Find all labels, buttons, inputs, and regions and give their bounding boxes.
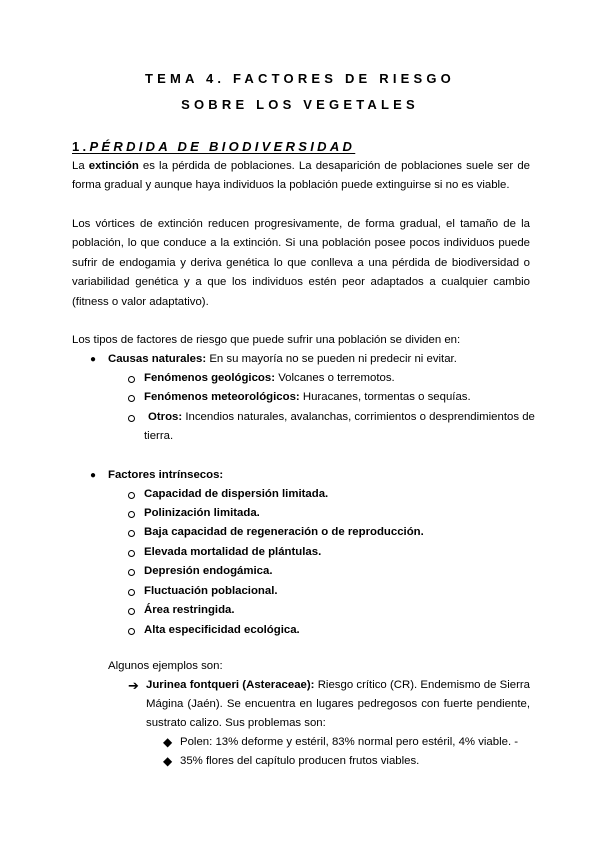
natural-subitem-continuation: tierra.	[144, 430, 174, 442]
paragraph-2-line-1: Los vórtices de extinción reducen progresivamente, de forma gradual, el tamaño de la	[72, 218, 530, 230]
document-title-line2: SOBRE LOS VEGETALES	[181, 97, 419, 112]
examples-intro: Algunos ejemplos son:	[108, 660, 223, 672]
intrinsic-item: Depresión endogámica.	[144, 565, 273, 577]
example-species-line-2: Mágina (Jaén). Se encuentra en lugares pedregosos con fuerte pendiente,	[146, 698, 530, 710]
paragraph-2-line-2: población, lo que conduce a la extinción. Si una población posee pocos individuos puede	[72, 237, 530, 249]
intrinsic-item: Baja capacidad de regeneración o de reproducción.	[144, 526, 424, 538]
natural-causes-label: Causas naturales:	[108, 353, 207, 365]
circle-bullet-icon	[128, 492, 135, 499]
intrinsic-item: Alta especificidad ecológica.	[144, 624, 300, 636]
section-heading	[72, 139, 355, 154]
bullet-dot-icon: ●	[90, 354, 97, 365]
problem-item: 35% flores del capítulo producen frutos viables.	[180, 755, 420, 767]
circle-bullet-icon	[128, 628, 135, 635]
circle-bullet-icon	[128, 550, 135, 557]
natural-causes-text: En su mayoría no se pueden ni predecir ni evitar.	[209, 353, 457, 365]
intrinsic-factors-label: Factores intrínsecos:	[108, 469, 224, 481]
problem-item: Polen: 13% deforme y estéril, 83% normal pero estéril, 4% viable. -	[180, 736, 519, 748]
paragraph-2-line-4: variabilidad genética y a que los individuos estén peor adaptados a cualquier cambio	[72, 276, 530, 288]
paragraph-1-line-2: forma gradual y aunque haya individuos la población puede extinguirse si no es viable.	[72, 179, 510, 191]
example-species-line-3: sustrato calizo. Sus problemas son:	[146, 717, 326, 729]
paragraph-3: Los tipos de factores de riesgo que puede sufrir una población se dividen en:	[72, 334, 461, 346]
intrinsic-item: Fluctuación poblacional.	[144, 585, 278, 597]
natural-subitem: Otros: Incendios naturales, avalanchas, corrimientos o desprendimientos de	[148, 411, 535, 423]
paragraph-2-line-5: (fitness o valor adaptativo).	[72, 296, 209, 308]
circle-bullet-icon	[128, 530, 135, 537]
intrinsic-item: Polinización limitada.	[144, 507, 260, 519]
intrinsic-item: Área restringida.	[144, 604, 235, 616]
circle-bullet-icon	[128, 415, 135, 422]
bullet-dot-icon: ●	[90, 470, 97, 481]
natural-causes-item	[108, 350, 457, 370]
arrow-right-icon: ➔	[128, 678, 139, 693]
circle-bullet-icon	[128, 511, 135, 518]
section-number: 1.	[72, 139, 90, 154]
circle-bullet-icon	[128, 376, 135, 383]
intrinsic-item: Elevada mortalidad de plántulas.	[144, 546, 322, 558]
example-species-line-1: Jurinea fontqueri (Asteraceae): Riesgo crítico (CR). Endemismo de Sierra	[146, 679, 531, 691]
paragraph-1-line-1: La extinción es la pérdida de poblaciones. La desaparición de poblaciones suele ser de	[72, 160, 530, 172]
natural-subitem: Fenómenos geológicos: Volcanes o terremotos.	[144, 372, 395, 384]
species-name: Jurinea fontqueri (Asteraceae):	[146, 679, 315, 691]
circle-bullet-icon	[128, 589, 135, 596]
section-title: PÉRDIDA DE BIODIVERSIDAD	[89, 139, 356, 154]
diamond-bullet-icon: ◆	[163, 735, 173, 749]
term-extincion: extinción	[88, 160, 139, 172]
circle-bullet-icon	[128, 395, 135, 402]
paragraph-2-line-3: sufrir de endogamia y deriva genética lo que conlleva a una pérdida de biodiversidad o	[72, 257, 530, 269]
intrinsic-item: Capacidad de dispersión limitada.	[144, 488, 329, 500]
circle-bullet-icon	[128, 608, 135, 615]
circle-bullet-icon	[128, 569, 135, 576]
diamond-bullet-icon: ◆	[163, 754, 173, 768]
document-title-line1: TEMA 4. FACTORES DE RIESGO	[144, 71, 455, 86]
natural-subitem: Fenómenos meteorológicos: Huracanes, tormentas o sequías.	[144, 391, 471, 403]
